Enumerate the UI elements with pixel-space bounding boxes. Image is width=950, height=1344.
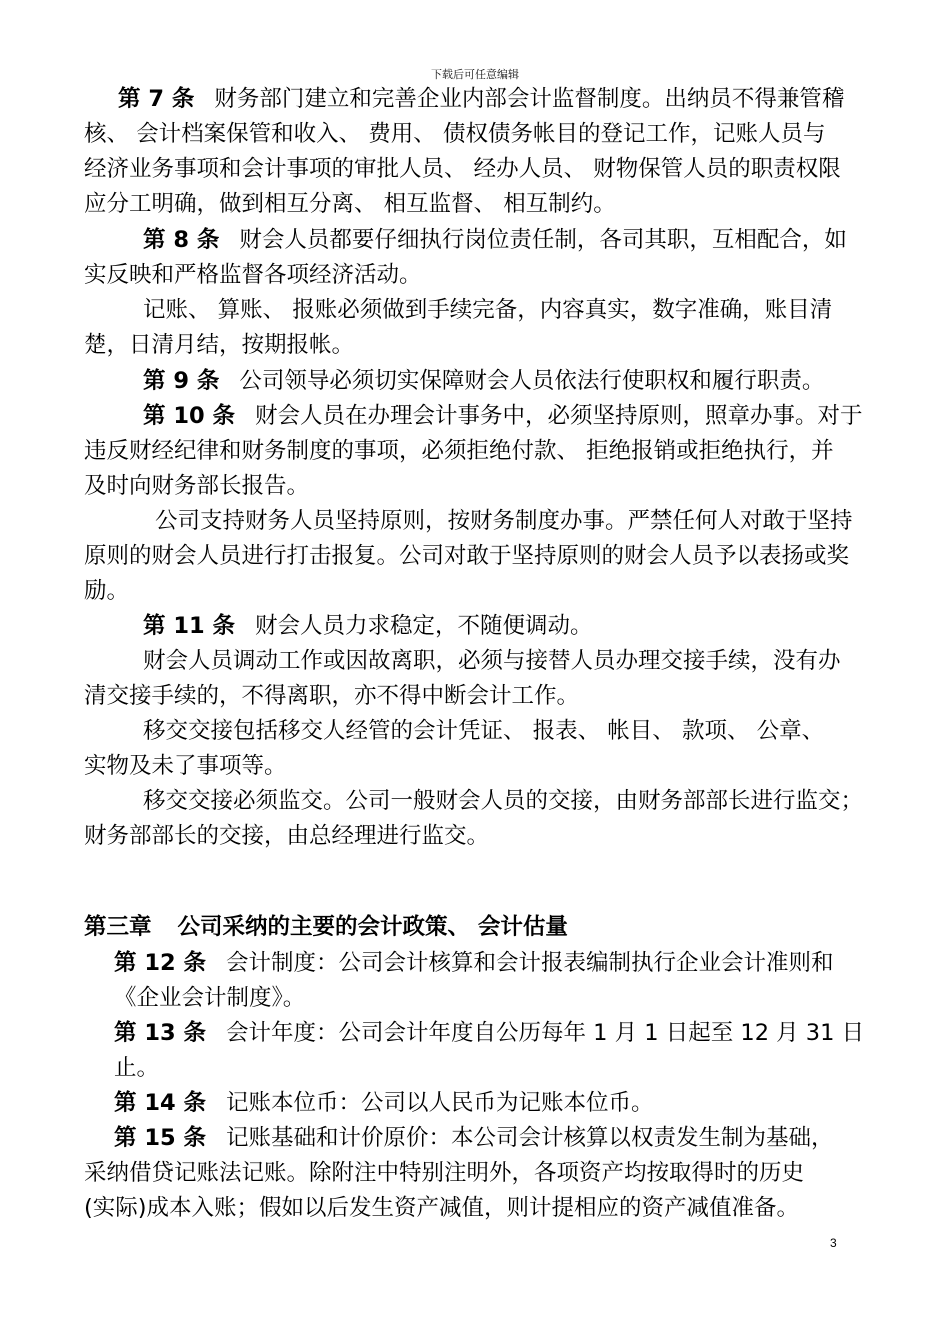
article-7 (118, 84, 844, 114)
paragraph-line: 清交接手续的，不得离职，亦不得中断会计工作。 (84, 683, 580, 709)
paragraph-line: 记账、 算账、 报账必须做到手续完备，内容真实，数字准确，账目清 (143, 297, 833, 323)
page-header: 下载后可任意编辑 (431, 68, 519, 81)
article-10 (143, 401, 863, 431)
page-number: 3 (830, 1236, 837, 1250)
paragraph-line: 移交交接必须监交。公司一般财会人员的交接，由财务部部长进行监交； (143, 788, 864, 814)
article-text-line: 核、 会计档案保管和收入、 费用、 债权债务帐目的登记工作，记账人员与 (84, 121, 826, 147)
article-text: 记账基础和计价原价：本公司会计核算以权责发生制为基础， (225, 1125, 834, 1151)
article-number: 第 8 条 (143, 227, 220, 253)
article-9 (143, 366, 824, 396)
article-text: 会计年度：公司会计年度自公历每年 1 月 1 日起至 12 月 31 日 (225, 1020, 865, 1046)
chapter-label: 第三章 (84, 914, 152, 940)
article-number: 第 11 条 (143, 613, 235, 639)
article-number: 第 7 条 (118, 86, 195, 112)
article-text-line: 及时向财务部长报告。 (84, 473, 310, 499)
article-text-line: 实反映和严格监督各项经济活动。 (84, 262, 422, 288)
article-text: 财会人员都要仔细执行岗位责任制，各司其职，互相配合，如 (239, 227, 847, 253)
article-13 (114, 1018, 864, 1048)
article-text-line: 采纳借贷记账法记账。除附注中特别注明外，各项资产均按取得时的历史 (84, 1160, 805, 1186)
article-text-line: 违反财经纪律和财务制度的事项，必须拒绝付款、 拒绝报销或拒绝执行，并 (84, 438, 834, 464)
article-text-line: 止。 (114, 1055, 160, 1081)
paragraph-line: 财会人员调动工作或因故离职，必须与接替人员办理交接手续，没有办 (143, 648, 841, 674)
article-text: 记账本位币：公司以人民币为记账本位币。 (225, 1090, 654, 1116)
article-number: 第 13 条 (114, 1020, 206, 1046)
paragraph-line: 励。 (84, 578, 130, 604)
article-number: 第 9 条 (143, 368, 220, 394)
article-8 (143, 225, 847, 255)
article-11 (143, 611, 593, 641)
article-text-line: (实际)成本入账；假如以后发生资产减值，则计提相应的资产减值准备。 (84, 1195, 800, 1221)
article-number: 第 10 条 (143, 403, 235, 429)
article-15 (114, 1123, 834, 1153)
chapter-heading (84, 912, 568, 942)
paragraph-line: 财务部部长的交接，由总经理进行监交。 (84, 823, 490, 849)
paragraph-line: 原则的财会人员进行打击报复。公司对敢于坚持原则的财会人员予以表扬或奖 (84, 543, 850, 569)
article-text: 财会人员在办理会计事务中，必须坚持原则，照章办事。对于 (254, 403, 863, 429)
chapter-title: 公司采纳的主要的会计政策、 会计估量 (177, 914, 568, 940)
article-text: 财务部门建立和完善企业内部会计监督制度。出纳员不得兼管稽 (214, 86, 845, 112)
article-number: 第 12 条 (114, 950, 206, 976)
paragraph-line: 移交交接包括移交人经管的会计凭证、 报表、 帐目、 款项、 公章、 (143, 718, 825, 744)
article-text-line: 《企业会计制度》。 (114, 985, 306, 1011)
article-number: 第 14 条 (114, 1090, 206, 1116)
article-text: 会计制度：公司会计核算和会计报表编制执行企业会计准则和 (225, 950, 834, 976)
article-text: 公司领导必须切实保障财会人员依法行使职权和履行职责。 (239, 368, 825, 394)
article-number: 第 15 条 (114, 1125, 206, 1151)
article-12 (114, 948, 834, 978)
paragraph-line: 公司支持财务人员坚持原则，按财务制度办事。严禁任何人对敢于坚持 (155, 508, 853, 534)
article-text-line: 应分工明确，做到相互分离、 相互监督、 相互制约。 (84, 191, 616, 217)
article-text-line: 经济业务事项和会计事项的审批人员、 经办人员、 财物保管人员的职责权限 (84, 156, 841, 182)
article-text: 财会人员力求稳定，不随便调动。 (254, 613, 593, 639)
paragraph-line: 楚，日清月结，按期报帐。 (84, 332, 355, 358)
article-14 (114, 1088, 654, 1118)
paragraph-line: 实物及未了事项等。 (84, 753, 287, 779)
